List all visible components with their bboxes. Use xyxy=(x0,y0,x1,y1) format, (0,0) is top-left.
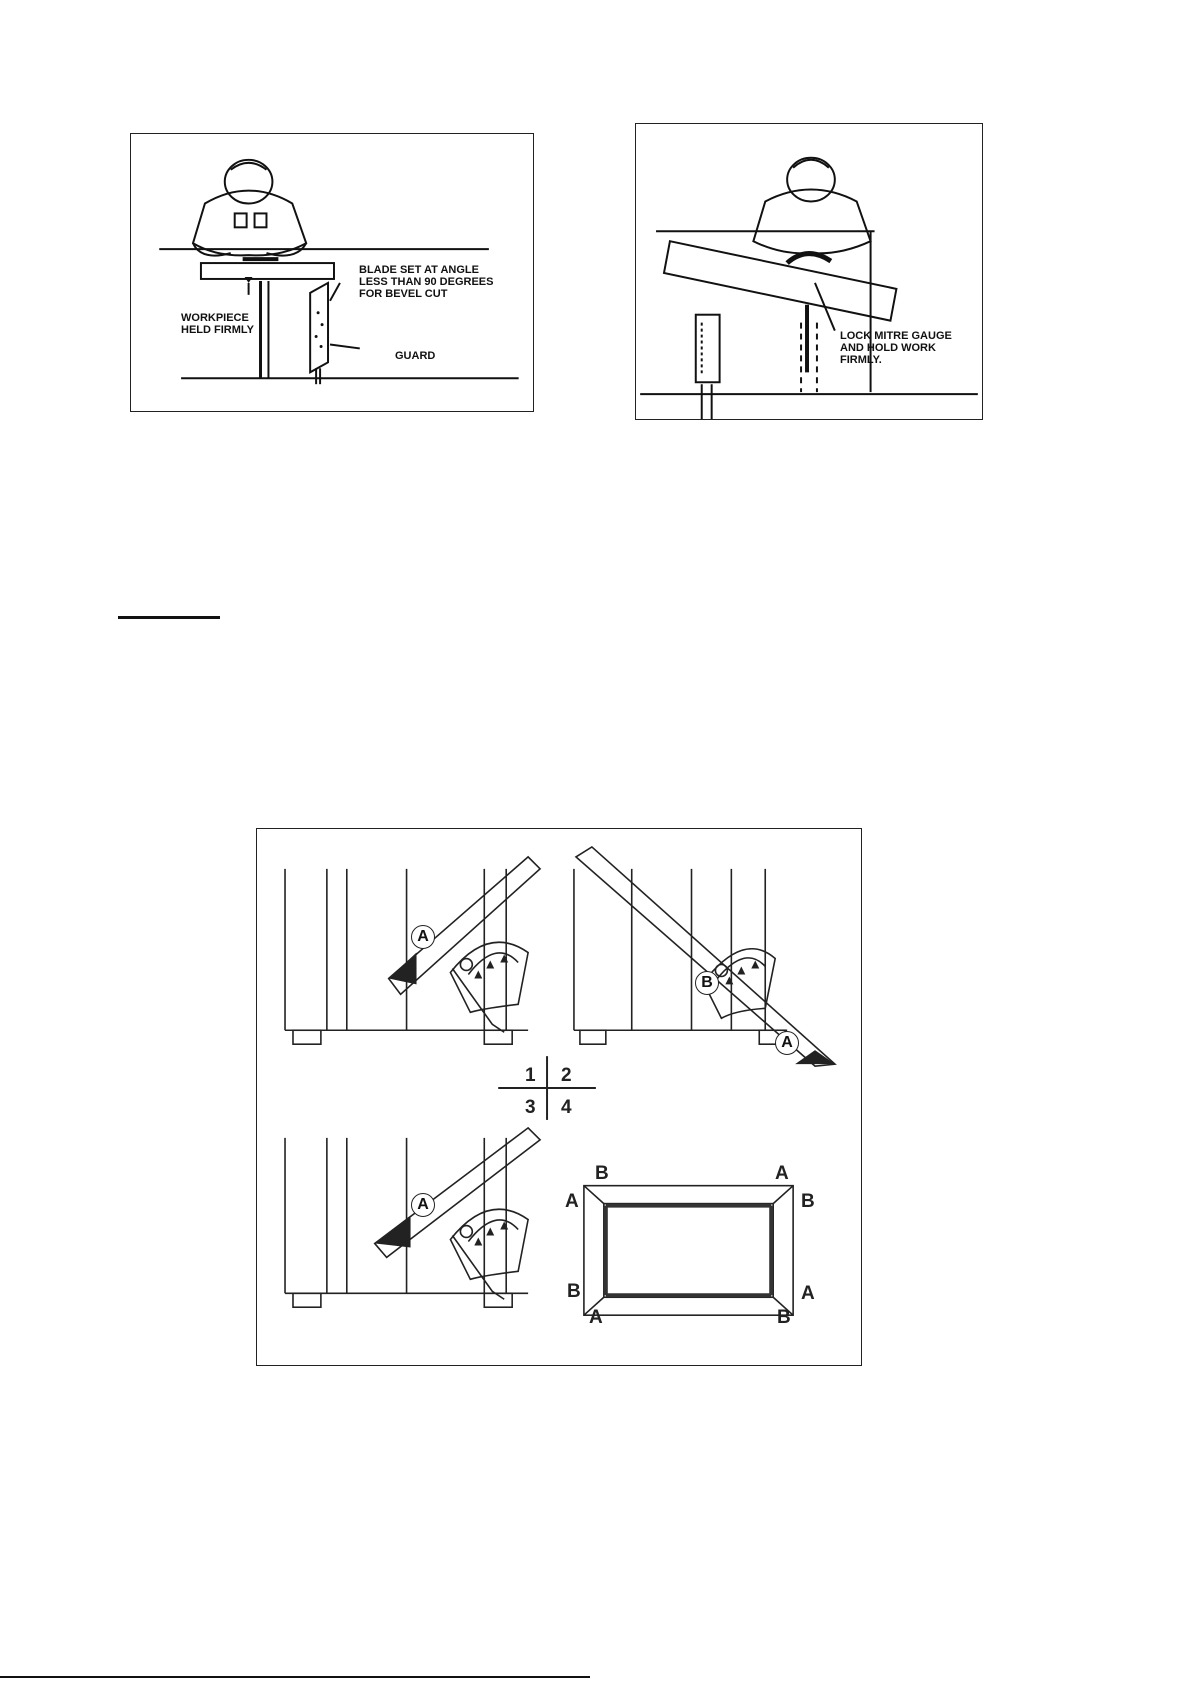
frame-corner-top-right-outer: A xyxy=(775,1163,789,1184)
frame-corner-bottom-right-outer: A xyxy=(801,1283,815,1304)
panel-2-marker-b: B xyxy=(695,971,719,995)
panel-3-marker-a: A xyxy=(411,1193,435,1217)
mitre-gauge-drawing xyxy=(636,124,982,419)
frame-corner-bottom-left-outer: B xyxy=(567,1281,581,1302)
frame-mitre-sequence-figure xyxy=(256,828,862,1366)
frame-corner-top-right-inner: B xyxy=(801,1191,815,1212)
frame-corner-bottom-right-inner: B xyxy=(777,1307,791,1328)
quadrant-3-label: 3 xyxy=(525,1097,536,1118)
quadrant-2-label: 2 xyxy=(561,1065,572,1086)
quadrant-1-label: 1 xyxy=(525,1065,536,1086)
mitre-gauge-illustration xyxy=(635,123,983,420)
blade-angle-note: BLADE SET AT ANGLE LESS THAN 90 DEGREES FOR BEVEL CUT xyxy=(359,264,494,300)
bevel-cut-illustration xyxy=(130,133,534,412)
lock-mitre-note: LOCK MITRE GAUGE AND HOLD WORK FIRMLY. xyxy=(840,330,952,366)
frame-corner-top-left-inner: A xyxy=(565,1191,579,1212)
footer-rule xyxy=(0,1676,590,1678)
panel-2-marker-a: A xyxy=(775,1031,799,1055)
frame-corner-top-left-outer: B xyxy=(595,1163,609,1184)
frame-corner-bottom-left-inner: A xyxy=(589,1307,603,1328)
guard-note: GUARD xyxy=(395,350,436,362)
quadrant-4-label: 4 xyxy=(561,1097,572,1118)
section-heading-rule xyxy=(118,616,220,619)
panel-1-marker-a: A xyxy=(411,925,435,949)
workpiece-note: WORKPIECE HELD FIRMLY xyxy=(181,312,254,336)
frame-mitre-drawing xyxy=(257,829,861,1365)
